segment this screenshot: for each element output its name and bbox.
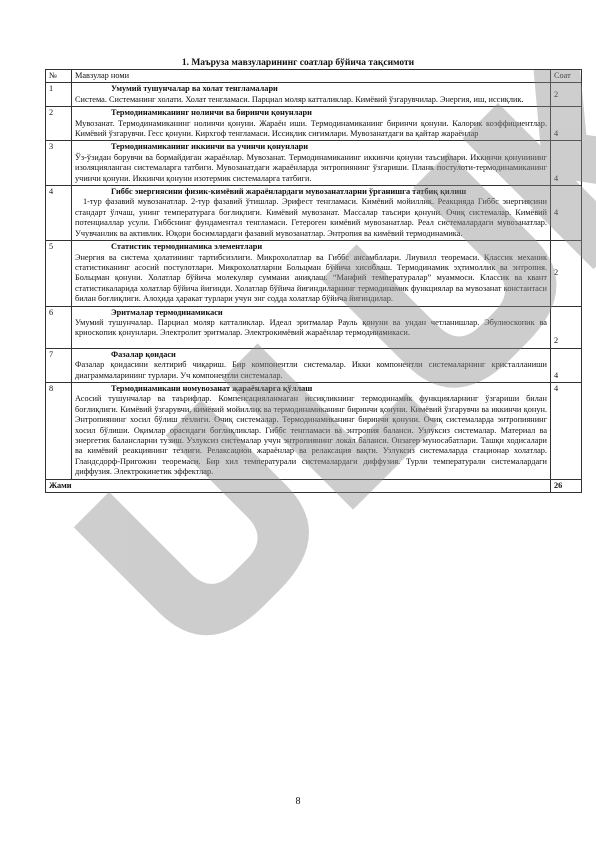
table-row xyxy=(46,107,582,141)
row-hours: 2 xyxy=(551,83,582,107)
row-topic xyxy=(72,83,551,107)
row-title: Термодинамиканинг нолинчи ва биринчи қонунлари xyxy=(111,108,312,118)
row-body: Мувозанат. Термодинамиканинг нолинчи қонуни. Жараён иши. Термодинамиканинг биринчи қонуни. Калорик коэффициентлар. Кимёвий ўзгарувчи. Гесс қонуни. Кирхгоф тенгламаси. Иссиқлик сиғимлари. Мувозанатдаги ва қайтар жараёнлар xyxy=(75,118,547,139)
table-row xyxy=(46,83,582,107)
table-row xyxy=(46,306,582,348)
row-num: 4 xyxy=(46,186,72,241)
header-topic: Мавзулар номи xyxy=(72,70,551,83)
row-title: Умумий тушунчалар ва холат тенгламалари xyxy=(111,84,278,94)
row-hours: 4 xyxy=(551,107,582,141)
row-body: Умумий тушунчалар. Парциал моляр катталиклар. Идеал эритмалар Рауль қонуни ва ундан четланишлар. Эбулиоскопик ва криоскопик қонунлари. Электролит эритмалар. Электрокимёвий жараёнлар термодинамикаси. xyxy=(75,317,547,338)
table-header-row xyxy=(46,70,582,83)
row-topic xyxy=(72,107,551,141)
table-row xyxy=(46,141,582,186)
row-hours: 2 xyxy=(551,306,582,348)
row-topic xyxy=(72,348,551,382)
row-body: Фазалар қоидасини келтириб чиқариш. Бир компонентли системалар. Икки компонентли системаларнинг кристалланиши диаграммаларининг турлари. Уч компонентли системалар. xyxy=(75,360,547,380)
page-number: 8 xyxy=(295,796,301,807)
total-hours: 26 xyxy=(551,479,582,492)
row-hours: 4 xyxy=(551,141,582,186)
row-topic xyxy=(72,306,551,348)
row-title: Термодинамикани номувозанат жараёнларга қўллаш xyxy=(111,383,313,393)
row-topic xyxy=(72,186,551,241)
row-title: Гиббс энергиясини физик-кимёвий жараёнлардаги мувозанатларни ўрганишга татбиқ қилиш xyxy=(111,187,467,197)
row-num: 6 xyxy=(46,306,72,348)
row-num: 1 xyxy=(46,83,72,107)
row-topic xyxy=(72,141,551,186)
table-row xyxy=(46,241,582,306)
row-num: 2 xyxy=(46,107,72,141)
table-row xyxy=(46,382,582,479)
row-body: Асосий тушунчалар ва таърифлар. Компенсацияланмаган иссиқликнинг термодинамик функцияларнинг ўзгариши билан боғлиқлиги. Кимёвий ўзгарувчи, кимёвий мойиллик ва термодинамиканинг биринчи қонуни. Кимёвий ўзгарувчи ва иккинчи қонун. Энтропиянинг хосил бўлиш тезлиги. Очиқ системалар. Термодинамиканинг биринчи қонуни. Очиқ системаларда энтропиянинг хосил бўлиши. Оқимлар орасидаги боғлиқликлар. Гиббс тенгламаси ва энтропия баланси. Узлуксиз системалар. Материал ва энергетик балансларни тузиш. Узлуксиз системалар учун энтропиянинг локал баланси. Онзагер муносабатлари. Ташқи ходисалари ва кимёвий реакциянинг тезлиги. Релаксацион жараёнлар ва релаксация вақти. Узлуксиз системаларда стационар холатлар. Гландсдорф-Пригожин теоремаси. Бир хил температурали системалардаги диффузия. Турли температурали системалардаги диффузия. Электрокинетик эффектлар. xyxy=(75,394,547,477)
row-topic xyxy=(72,382,551,479)
row-num: 5 xyxy=(46,241,72,306)
row-body: 1-тур фазавий мувозанатлар. 2-тур фазавий ўтишлар. Эрифест тенгламаси. Кимёвий мойиллик. Реакцияда Гиббс энергиясини стандарт ўлчаш, унинг температурага боғлиқлиги. Кимёвий мувозанат. Массалар таъсири қонуни. Очиқ системалар. Кимёвий потенциаллар усули. Гиббснинг фундаментал тенгламаси. Гетероген кимёвий мувозанатлар. Реал системалардаги мувозанатлар. Учувчанлик ва активлик. Юқори босимлардаги фазавий мувозанатлар. Энтропия ва кимёвий термодинамика. xyxy=(75,197,547,238)
lecture-hours-table xyxy=(45,69,582,493)
document-title: 1. Маъруза мавзуларининг соатлар бўйича тақсимоти xyxy=(181,58,415,68)
table-row xyxy=(46,186,582,241)
total-row xyxy=(46,479,582,492)
row-title: Эритмалар термодинамикаси xyxy=(111,307,223,317)
table-row xyxy=(46,348,582,382)
row-num: 8 xyxy=(46,382,72,479)
row-num: 3 xyxy=(46,141,72,186)
row-num: 7 xyxy=(46,348,72,382)
row-body: Система. Системанинг холати. Холат тенгламаси. Парциал моляр катталиклар. Кимёвий ўзгарувчилар. Энергия, иш, иссиқлик. xyxy=(75,94,524,104)
row-hours: 2 xyxy=(551,241,582,306)
total-label: Жами xyxy=(46,479,551,492)
row-topic xyxy=(72,241,551,306)
row-hours: 4 xyxy=(551,348,582,382)
row-title: Фазалар қоидаси xyxy=(111,349,176,359)
row-hours: 4 xyxy=(551,382,582,479)
row-title: Статистик термодинамика элементлари xyxy=(111,242,263,252)
header-num: № xyxy=(46,70,72,83)
header-hours: Соат xyxy=(551,70,582,83)
row-hours: 4 xyxy=(551,186,582,241)
row-title: Термодинамиканинг иккинчи ва учинчи қонунлари xyxy=(111,142,309,152)
row-body: Энергия ва система ҳолатининг тартибсизлиги. Микрохолатлар ва Гиббс ансамбллари. Лиувилл теоремаси. Классик механик статистиканинг асосий постулотлари. Микрохолатларни Больцман бўйича хисоблаш. Термодинамик эҳтимоллик ва энтропия. Больцман қонуни. Холатлар бўйича молекуляр суммани аниқлаш. “Манфий температуралар” муаммоси. Классик ва квант статистикаларида холатлар бўйича йиғинди. Холатлар бўйича йиғиндиларнинг термодинамик функциялар ва мувозанат константаси билан боғлиқлиги. Алоҳида ҳаракат турлари учун энг содда холатлар бўйича йиғиндилар. xyxy=(75,252,547,304)
row-body: Ўз-ўзидан борувчи ва бормайдиган жараёнлар. Мувозанат. Термодинамиканинг иккинчи қонуни таъсирлари. Иккинчи қонунининг изоляцияланган системаларга татбиги. Мувозанатдаги жараёнларда энтропиянинг ўзгариши. Планк постулоти-термодинамиканинг учинчи қонуни. Иккинчи қонуни изотермик системаларга татбиги. xyxy=(75,152,547,183)
